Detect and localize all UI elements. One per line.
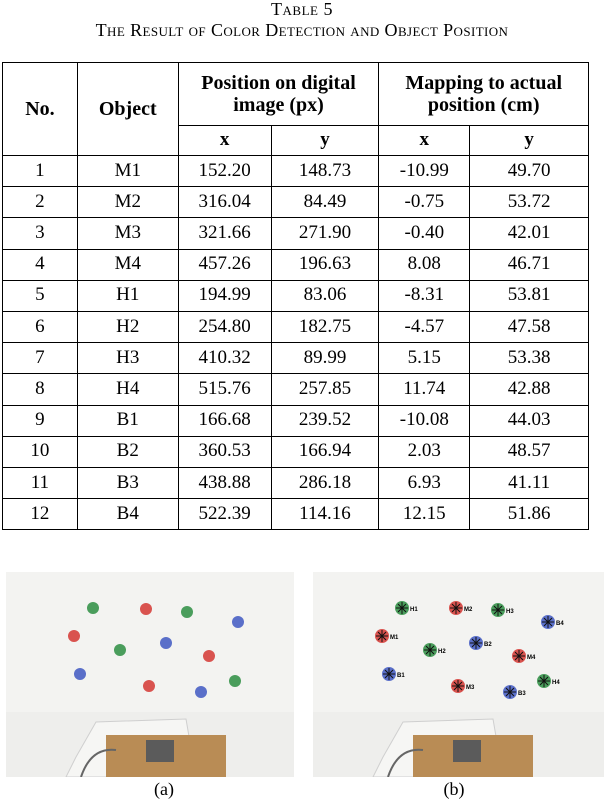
- table-row: [3, 187, 589, 218]
- header-px-x: x: [178, 126, 271, 156]
- cell-object: M1: [77, 156, 178, 187]
- cell-no: 2: [3, 187, 78, 218]
- cell-px-x: 166.68: [178, 405, 271, 436]
- cell-no: 11: [3, 467, 78, 498]
- cell-object: H2: [77, 311, 178, 342]
- cell-px-y: 271.90: [271, 218, 379, 249]
- cell-no: 4: [3, 249, 78, 280]
- cell-no: 9: [3, 405, 78, 436]
- cell-cm-y: 41.11: [470, 467, 589, 498]
- marker-blue: [232, 616, 244, 628]
- cell-object: B3: [77, 467, 178, 498]
- photo-b-graphic: [313, 572, 604, 777]
- cell-cm-x: 11.74: [379, 374, 470, 405]
- cell-px-x: 360.53: [178, 436, 271, 467]
- cell-no: 1: [3, 156, 78, 187]
- table-row: [3, 499, 589, 530]
- cell-px-x: 321.66: [178, 218, 271, 249]
- cell-cm-y: 47.58: [470, 311, 589, 342]
- cell-object: H1: [77, 280, 178, 311]
- marker-green: [87, 602, 99, 614]
- cell-px-x: 457.26: [178, 249, 271, 280]
- cell-object: M3: [77, 218, 178, 249]
- cell-px-x: 438.88: [178, 467, 271, 498]
- marker-green: [229, 675, 241, 687]
- svg-text:M1: M1: [390, 635, 399, 641]
- svg-text:M3: M3: [466, 685, 475, 691]
- cell-cm-y: 42.01: [470, 218, 589, 249]
- header-object: Object: [77, 63, 178, 156]
- cell-cm-x: 2.03: [379, 436, 470, 467]
- marker-red: [143, 680, 155, 692]
- cell-no: 3: [3, 218, 78, 249]
- cell-no: 12: [3, 499, 78, 530]
- cell-px-y: 114.16: [271, 499, 379, 530]
- marker-red: [203, 650, 215, 662]
- cell-cm-x: -0.75: [379, 187, 470, 218]
- cell-px-x: 152.20: [178, 156, 271, 187]
- cell-px-y: 83.06: [271, 280, 379, 311]
- cell-cm-y: 46.71: [470, 249, 589, 280]
- svg-text:B1: B1: [397, 673, 405, 679]
- cell-px-y: 239.52: [271, 405, 379, 436]
- cell-px-y: 257.85: [271, 374, 379, 405]
- cell-object: M2: [77, 187, 178, 218]
- cell-px-x: 515.76: [178, 374, 271, 405]
- cell-no: 5: [3, 280, 78, 311]
- cell-cm-x: -10.08: [379, 405, 470, 436]
- cell-object: H3: [77, 343, 178, 374]
- cell-cm-x: 8.08: [379, 249, 470, 280]
- table-row: [3, 343, 589, 374]
- subfigure-caption-b: (b): [443, 779, 465, 799]
- cell-px-x: 194.99: [178, 280, 271, 311]
- cell-px-y: 182.75: [271, 311, 379, 342]
- table-title: The Result of Color Detection and Object Position: [95, 20, 509, 40]
- table-row: [3, 311, 589, 342]
- table-row: [3, 156, 589, 187]
- svg-text:H4: H4: [552, 680, 560, 686]
- table-row: [3, 405, 589, 436]
- cell-cm-x: 6.93: [379, 467, 470, 498]
- cell-cm-y: 51.86: [470, 499, 589, 530]
- table-row: [3, 280, 589, 311]
- cell-cm-x: -4.57: [379, 311, 470, 342]
- cell-px-y: 89.99: [271, 343, 379, 374]
- cell-px-x: 254.80: [178, 311, 271, 342]
- svg-text:H3: H3: [506, 609, 514, 615]
- result-table: [2, 62, 589, 530]
- photo-a-graphic: [6, 572, 294, 777]
- svg-text:H2: H2: [438, 649, 446, 655]
- cell-object: B1: [77, 405, 178, 436]
- marker-blue: [74, 668, 86, 680]
- header-mapping-actual: Mapping to actual position (cm): [379, 63, 589, 126]
- cell-no: 7: [3, 343, 78, 374]
- photo-labeled-detection: [313, 572, 604, 777]
- cell-px-y: 196.63: [271, 249, 379, 280]
- cell-px-x: 522.39: [178, 499, 271, 530]
- svg-text:H1: H1: [410, 607, 418, 613]
- header-no: No.: [3, 63, 78, 156]
- cell-no: 8: [3, 374, 78, 405]
- cell-cm-y: 48.57: [470, 436, 589, 467]
- cell-cm-y: 49.70: [470, 156, 589, 187]
- cell-cm-y: 53.81: [470, 280, 589, 311]
- cell-object: B4: [77, 499, 178, 530]
- cell-cm-x: -0.40: [379, 218, 470, 249]
- cell-px-x: 316.04: [178, 187, 271, 218]
- cell-object: M4: [77, 249, 178, 280]
- cell-cm-x: 12.15: [379, 499, 470, 530]
- marker-green: [181, 606, 193, 618]
- cell-px-y: 166.94: [271, 436, 379, 467]
- cell-object: B2: [77, 436, 178, 467]
- marker-red: [68, 630, 80, 642]
- cell-px-y: 148.73: [271, 156, 379, 187]
- cell-cm-y: 53.38: [470, 343, 589, 374]
- header-cm-x: x: [379, 126, 470, 156]
- cell-no: 6: [3, 311, 78, 342]
- table-row: [3, 249, 589, 280]
- cell-px-y: 286.18: [271, 467, 379, 498]
- marker-blue: [160, 637, 172, 649]
- marker-green: [114, 644, 126, 656]
- cell-cm-x: -10.99: [379, 156, 470, 187]
- table-row: [3, 467, 589, 498]
- table-row: [3, 374, 589, 405]
- table-row: [3, 218, 589, 249]
- cell-px-y: 84.49: [271, 187, 379, 218]
- table-label: Table 5: [271, 0, 333, 19]
- cell-cm-y: 44.03: [470, 405, 589, 436]
- cell-no: 10: [3, 436, 78, 467]
- table-row: [3, 436, 589, 467]
- cell-cm-y: 53.72: [470, 187, 589, 218]
- header-px-y: y: [271, 126, 379, 156]
- svg-text:B4: B4: [556, 621, 564, 627]
- cell-cm-x: 5.15: [379, 343, 470, 374]
- photo-raw-detection: [6, 572, 294, 777]
- svg-text:M2: M2: [464, 607, 473, 613]
- subfigure-caption-a: (a): [154, 779, 174, 799]
- table-body: [3, 156, 589, 530]
- cell-cm-x: -8.31: [379, 280, 470, 311]
- svg-text:M4: M4: [527, 655, 536, 661]
- svg-text:B2: B2: [484, 642, 492, 648]
- header-cm-y: y: [470, 126, 589, 156]
- header-position-digital: Position on digital image (px): [178, 63, 379, 126]
- cell-object: H4: [77, 374, 178, 405]
- cell-px-x: 410.32: [178, 343, 271, 374]
- svg-text:B3: B3: [518, 691, 526, 697]
- marker-red: [140, 603, 152, 615]
- marker-blue: [195, 686, 207, 698]
- cell-cm-y: 42.88: [470, 374, 589, 405]
